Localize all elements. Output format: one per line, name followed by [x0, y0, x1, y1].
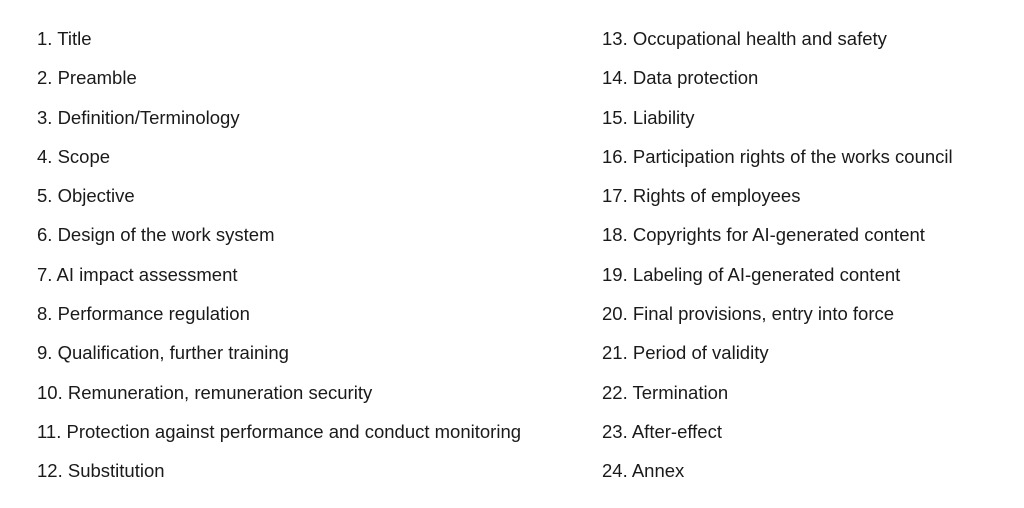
list-item: 6. Design of the work system [37, 224, 275, 246]
list-item: 24. Annex [602, 460, 685, 482]
agreement-outline-right-column [602, 25, 1012, 497]
list-item: 16. Participation rights of the works council [602, 145, 953, 167]
list-item: 9. Qualification, further training [37, 342, 289, 364]
list-item: 18. Copyrights for AI-generated content [602, 224, 925, 246]
list-item: 20. Final provisions, entry into force [602, 303, 895, 325]
list-item: 11. Protection against performance and conduct monitoring [37, 420, 522, 442]
list-item: 15. Liability [602, 106, 695, 128]
list-item: 21. Period of validity [602, 342, 769, 364]
list-item: 10. Remuneration, remuneration security [37, 381, 373, 403]
list-item: 5. Objective [37, 185, 135, 207]
list-item: 4. Scope [37, 145, 111, 167]
list-item: 12. Substitution [37, 460, 165, 482]
list-item: 23. After-effect [602, 420, 722, 442]
list-item: 3. Definition/Terminology [37, 106, 240, 128]
list-item: 8. Performance regulation [37, 303, 250, 325]
list-item: 22. Termination [602, 381, 729, 403]
list-item: 2. Preamble [37, 67, 137, 89]
list-item: 13. Occupational health and safety [602, 28, 887, 49]
list-item: 17. Rights of employees [602, 185, 801, 207]
list-item: 1. Title [37, 28, 92, 49]
agreement-outline-left-column [37, 25, 587, 497]
list-item: 19. Labeling of AI-generated content [602, 263, 901, 285]
list-item: 7. AI impact assessment [37, 263, 238, 285]
list-item: 14. Data protection [602, 67, 759, 89]
